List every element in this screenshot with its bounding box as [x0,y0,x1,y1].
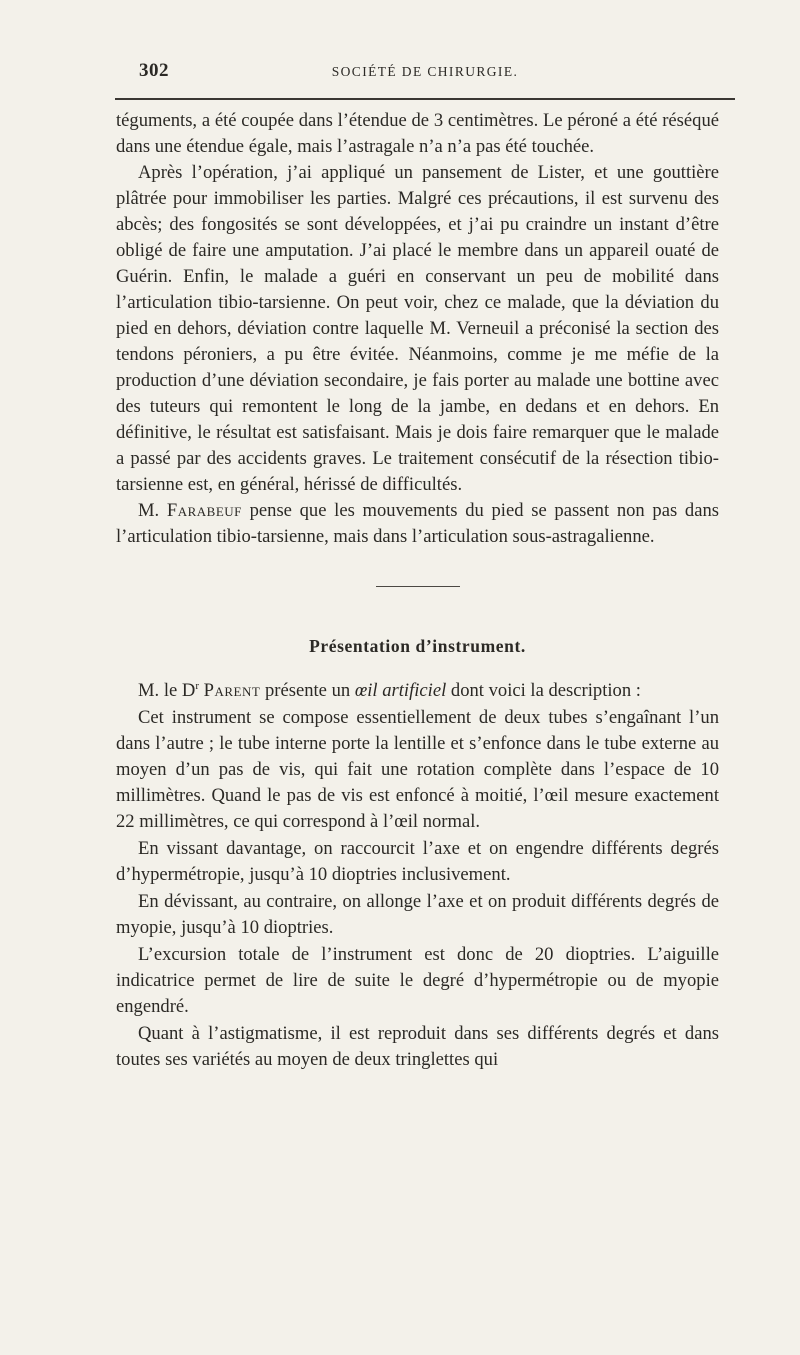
running-head: SOCIÉTÉ DE CHIRURGIE. [331,64,519,79]
paragraph-astigmatisme: Quant à l’astigmatisme, il est reproduit dans ses différents degrés et dans toutes ses variétés au moyen de deux tringlettes qui [116,1023,719,1071]
farabeuf-text: pense que les mouvements du pied se passent non pas dans l’articulation tibio-tarsienne, mais dans l’articulation sous-astragalienne. [116,500,719,547]
paragraph-instrument: Cet instrument se compose essentiellement de deux tubes s’engaînant l’un dans l’autre ; le tube interne porte la lentille et s’enfonce dans le tube externe au moyen d’un pas de vis, qui fait une rotation complète dans l’espace de 10 millimètres. Quand le pas de vis est enfoncé à moitié, l’œil mesure exactement 22 millimètres, ce qui correspond à l’œil normal. [116,707,719,833]
page-number: 302 [139,60,169,81]
page-header [115,58,735,88]
section-body [116,673,719,1073]
paragraph-operation: Après l’opération, j’ai appliqué un pansement de Lister, et une gouttière plâtrée pour immobiliser les parties. Malgré ces précautions, il est survenu des abcès; des fongosités se sont développées, et j’ai pu craindre un instant d’être obligé de faire une amputation. J’ai placé le membre dans un appareil ouaté de Guérin. Enfin, le malade a guéri en conservant un peu de mobilité dans l’articulation tibio-tarsienne. On peut voir, chez ce malade, que la déviation du pied en dehors, déviation contre laquelle M. Verneuil a préconisé la section des tendons péroniers, a pu être évitée. Néanmoins, comme je me méfie de la production d’une déviation secondaire, je fais porter au malade une bottine avec des tuteurs qui remontent le long de la jambe, en dedans et en dehors. En définitive, le résultat est satisfaisant. Mais je dois faire remarquer que le malade a passé par des accidents graves. Le traitement consécutif de la résection tibio-tarsienne est, en général, hérissé de difficultés. [116,162,719,495]
paragraph-farabeuf [116,498,719,550]
parent-mid: présente un [260,680,355,702]
parent-prefix: M. le D [138,680,196,702]
farabeuf-prefix: M. [138,500,167,521]
header-rule [115,98,735,100]
paragraph-hypermetropie: En vissant davantage, on raccourcit l’axe et on engendre différents degrés d’hypermétropie, jusqu’à 10 dioptries inclusivement. [116,838,719,886]
paragraph-parent [116,673,719,704]
parent-em: œil artificiel [354,680,447,702]
page-body [116,108,719,1073]
parent-sup: r [195,680,199,692]
section-title: Présentation d’instrument. [309,636,526,656]
parent-text: dont voici la description : [446,680,641,702]
paragraph-excursion: L’excursion totale de l’instrument est donc de 20 dioptries. L’aiguille indicatrice permet de lire de suite le degré d’hypermétropie ou de myopie engendré. [116,944,719,1018]
farabeuf-name: Farabeuf [166,500,242,521]
parent-name: Parent [203,680,261,702]
paragraph-continuation: téguments, a été coupée dans l’étendue de 3 centimètres. Le péroné a été réséqué dans une étendue égale, mais l’astragale n’a n’a pas été touchée. [116,110,719,157]
paragraph-myopie: En dévissant, au contraire, on allonge l’axe et on produit différents degrés de myopie, jusqu’à 10 dioptries. [116,891,719,939]
section-separator [376,586,460,587]
